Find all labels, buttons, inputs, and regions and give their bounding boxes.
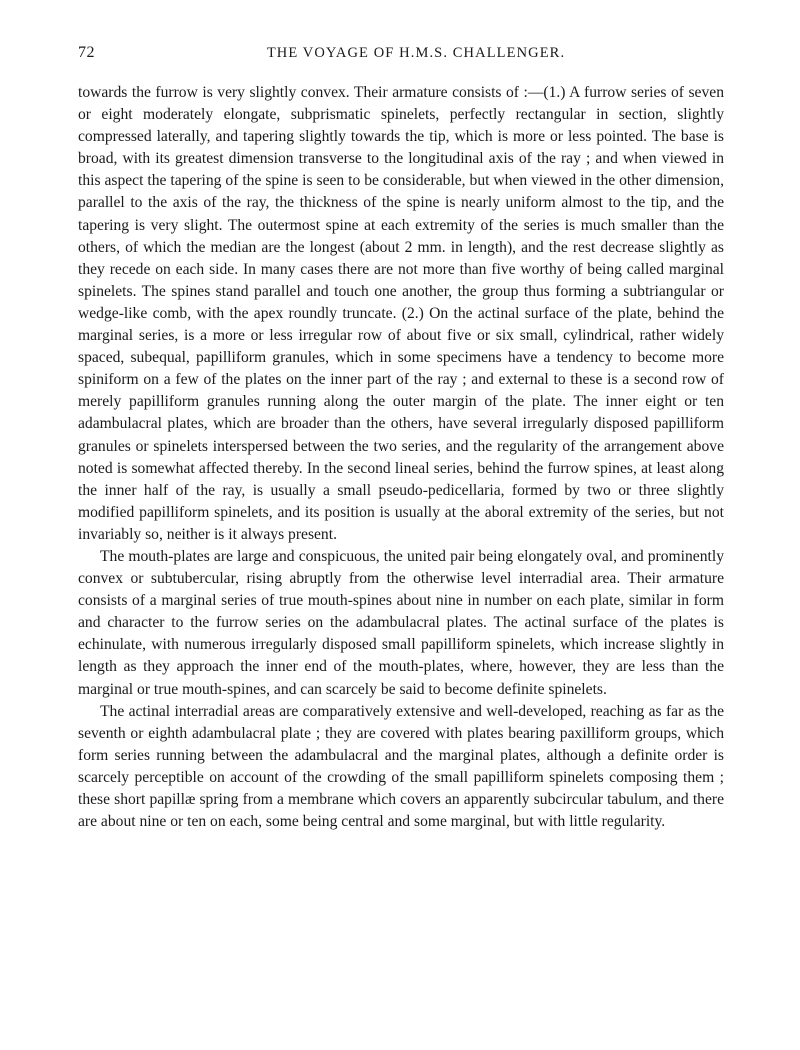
running-title: THE VOYAGE OF H.M.S. CHALLENGER.	[266, 45, 566, 61]
paragraph-continued: towards the furrow is very slightly convex. Their armature consists of :—(1.) A furrow series of seven or eight moderately elongate, subprismatic spinelets, perfectly rectangular in section, slightly compressed laterally, and tapering slightly towards the tip, which is more or less pointed. The base is broad, with its greatest dimension transverse to the longitudinal axis of the ray ; and when viewed in this aspect the tapering of the spine is seen to be considerable, but when viewed in the other dimension, parallel to the axis of the ray, the thickness of the spine is nearly uniform almost to the tip, and the tapering is very slight. The outermost spine at each extremity of the series is much smaller than the others, of which the median are the longest (about 2 mm. in length), and the rest decrease slightly as they recede on each side. In many cases there are not more than five worthy of being called marginal spinelets. The spines stand parallel and touch one another, the group thus forming a subtriangular or wedge-like comb, with the apex roundly truncate. (2.) On the actinal surface of the plate, behind the marginal series, is a more or less irregular row of about five or six small, cylindrical, rather widely spaced, subequal, papilliform granules, which in some specimens have a tendency to become more spiniform on a few of the plates on the inner part of the ray ; and external to these is a second row of merely papilliform granules running along the outer margin of the plate. The inner eight or ten adambulacral plates, which are broader than the others, have several irregularly disposed papilliform granules or spinelets interspersed between the two series, and the regularity of the arrangement above noted is somewhat affected thereby. In the second lineal series, behind the furrow spines, at least along the inner half of the ray, is usually a small pseudo-pedicellaria, formed by two or three slightly modified papilliform spinelets, and its position is usually at the aboral extremity of the series, but not invariably so, neither is it always present.	[78, 84, 724, 543]
page-number: 72	[78, 44, 95, 61]
paragraph-interradial-areas: The actinal interradial areas are comparatively extensive and well-developed, reaching as far as the seventh or eighth adambulacral plate ; they are covered with plates bearing paxilliform groups, which form series running between the adambulacral and the marginal plates, although a definite order is scarcely perceptible on account of the crowding of the small papilliform spinelets composing them ; these short papillæ spring from a membrane which covers an apparently subcircular tabulum, and there are about nine or ten on each, some being central and some marginal, but with little regularity.	[78, 702, 724, 831]
page-header	[78, 44, 724, 66]
paragraph-mouth-plates: The mouth-plates are large and conspicuous, the united pair being elongately oval, and prominently convex or subtubercular, rising abruptly from the otherwise level interradial area. Their armature consists of a marginal series of true mouth-spines about nine in number on each plate, similar in form and character to the furrow series on the adambulacral plates. The actinal surface of the plates is echinulate, with numerous irregularly disposed small papilliform spinelets, which increase slightly in length as they approach the inner end of the mouth-plates, where, however, they are less than the marginal or true mouth-spines, and can scarcely be said to become definite spinelets.	[78, 547, 724, 698]
page-body	[78, 82, 724, 833]
